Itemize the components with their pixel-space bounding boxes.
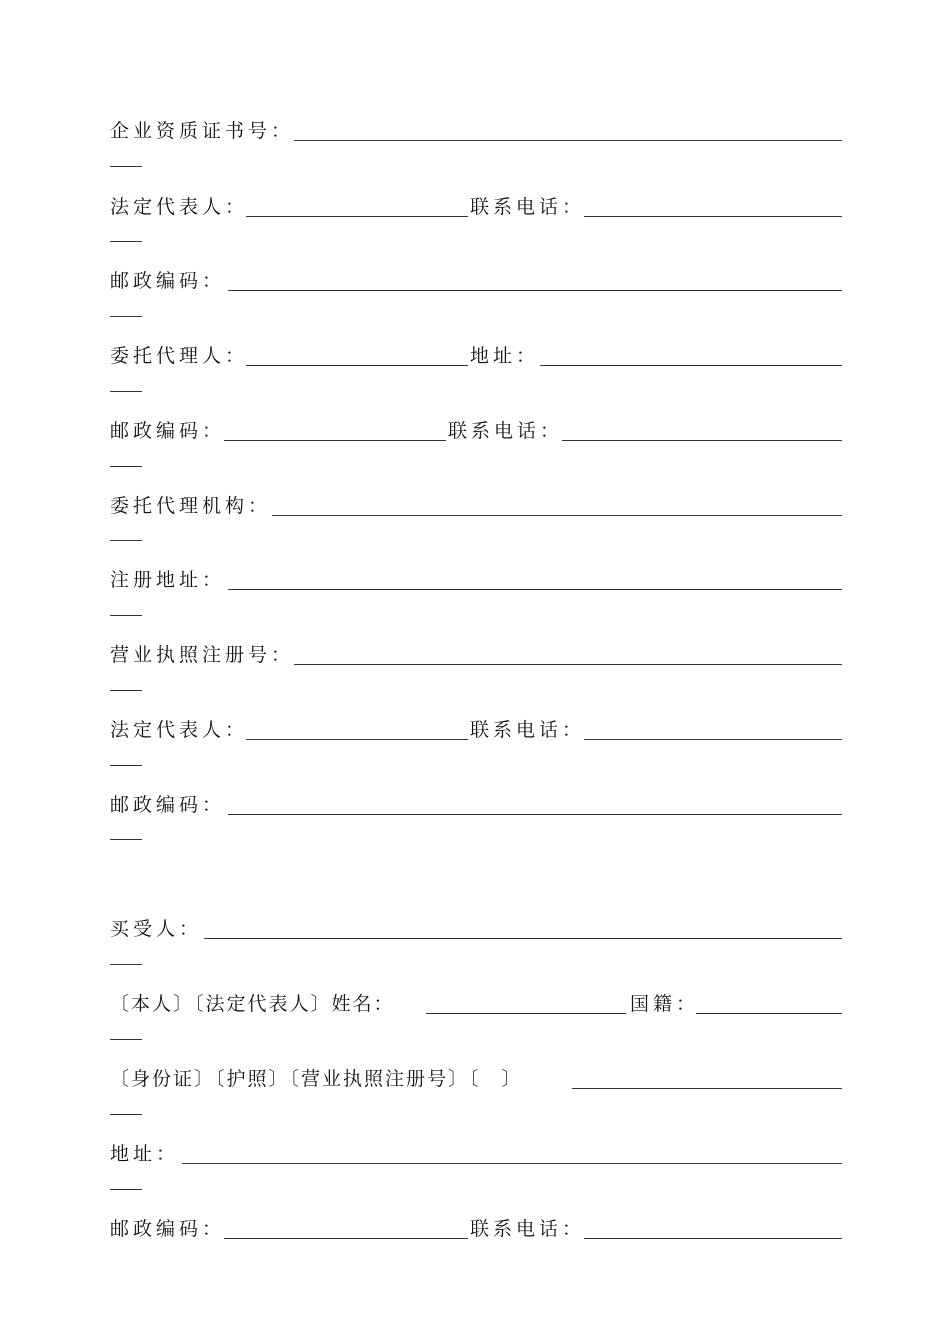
buyer-phone-label: 联系电话： bbox=[470, 1218, 586, 1240]
buyer-address-field[interactable] bbox=[182, 1163, 842, 1164]
agency-postcode-label: 邮政编码： bbox=[110, 794, 226, 816]
agency-phone-label: 联系电话： bbox=[470, 719, 586, 741]
cert-number-label: 企业资质证书号： bbox=[110, 120, 295, 142]
license-label: 营业执照注册号： bbox=[110, 644, 295, 666]
buyer-id-row bbox=[110, 1066, 842, 1092]
legal-rep-row bbox=[110, 194, 842, 220]
agency-phone-field[interactable] bbox=[584, 739, 842, 740]
agency-legal-rep-label: 法定代表人： bbox=[110, 719, 249, 741]
postcode-label: 邮政编码： bbox=[110, 270, 226, 292]
license-row bbox=[110, 642, 842, 668]
buyer-name-row bbox=[110, 991, 842, 1017]
phone-label: 联系电话： bbox=[470, 196, 586, 218]
legal-rep-field[interactable] bbox=[246, 216, 468, 217]
buyer-name-field[interactable] bbox=[426, 1013, 626, 1014]
legal-rep-label: 法定代表人： bbox=[110, 196, 249, 218]
line-continuation bbox=[110, 316, 142, 317]
buyer-label: 买受人： bbox=[110, 918, 203, 940]
reg-address-row bbox=[110, 567, 842, 593]
cert-number-field[interactable] bbox=[294, 140, 842, 141]
line-continuation bbox=[110, 615, 142, 616]
agent-label: 委托代理人： bbox=[110, 345, 249, 367]
line-continuation bbox=[110, 241, 142, 242]
buyer-name-label: 〔本人〕〔法定代表人〕姓名： bbox=[110, 993, 395, 1015]
line-continuation bbox=[110, 391, 142, 392]
agent-phone-field[interactable] bbox=[562, 440, 842, 441]
line-continuation bbox=[110, 1114, 142, 1115]
agent-postcode-row bbox=[110, 418, 842, 444]
agent-postcode-field[interactable] bbox=[224, 440, 446, 441]
buyer-row bbox=[110, 916, 842, 942]
reg-address-label: 注册地址： bbox=[110, 569, 226, 591]
cert-number-row bbox=[110, 118, 842, 144]
line-continuation bbox=[110, 690, 142, 691]
line-continuation bbox=[110, 466, 142, 467]
phone-field[interactable] bbox=[584, 216, 842, 217]
agency-field[interactable] bbox=[272, 515, 842, 516]
buyer-field[interactable] bbox=[204, 938, 842, 939]
reg-address-field[interactable] bbox=[228, 589, 842, 590]
line-continuation bbox=[110, 1039, 142, 1040]
address-label: 地址： bbox=[470, 345, 540, 367]
agent-row bbox=[110, 343, 842, 369]
agency-legal-rep-row bbox=[110, 717, 842, 743]
buyer-phone-field[interactable] bbox=[584, 1238, 842, 1239]
line-continuation bbox=[110, 765, 142, 766]
license-field[interactable] bbox=[294, 664, 842, 665]
buyer-address-label: 地址： bbox=[110, 1143, 180, 1165]
line-continuation bbox=[110, 839, 142, 840]
agency-row bbox=[110, 493, 842, 519]
line-continuation bbox=[110, 964, 142, 965]
agent-field[interactable] bbox=[246, 365, 468, 366]
line-continuation bbox=[110, 166, 142, 167]
nationality-field[interactable] bbox=[696, 1013, 842, 1014]
buyer-contact-row bbox=[110, 1216, 842, 1242]
buyer-postcode-field[interactable] bbox=[224, 1238, 468, 1239]
agent-phone-label: 联系电话： bbox=[448, 420, 564, 442]
buyer-id-label: 〔身份证〕〔护照〕〔营业执照注册号〕〔 〕 bbox=[110, 1068, 523, 1090]
buyer-id-field[interactable] bbox=[572, 1088, 842, 1089]
agency-legal-rep-field[interactable] bbox=[246, 739, 468, 740]
line-continuation bbox=[110, 1189, 142, 1190]
buyer-postcode-label: 邮政编码： bbox=[110, 1218, 226, 1240]
agency-postcode-row bbox=[110, 792, 842, 818]
agency-label: 委托代理机构： bbox=[110, 495, 272, 517]
address-field[interactable] bbox=[540, 365, 842, 366]
agency-postcode-field[interactable] bbox=[228, 814, 842, 815]
postcode-field[interactable] bbox=[228, 290, 842, 291]
buyer-address-row bbox=[110, 1141, 842, 1167]
nationality-label: 国籍： bbox=[630, 993, 700, 1015]
line-continuation bbox=[110, 540, 142, 541]
postcode-row bbox=[110, 268, 842, 294]
agent-postcode-label: 邮政编码： bbox=[110, 420, 226, 442]
